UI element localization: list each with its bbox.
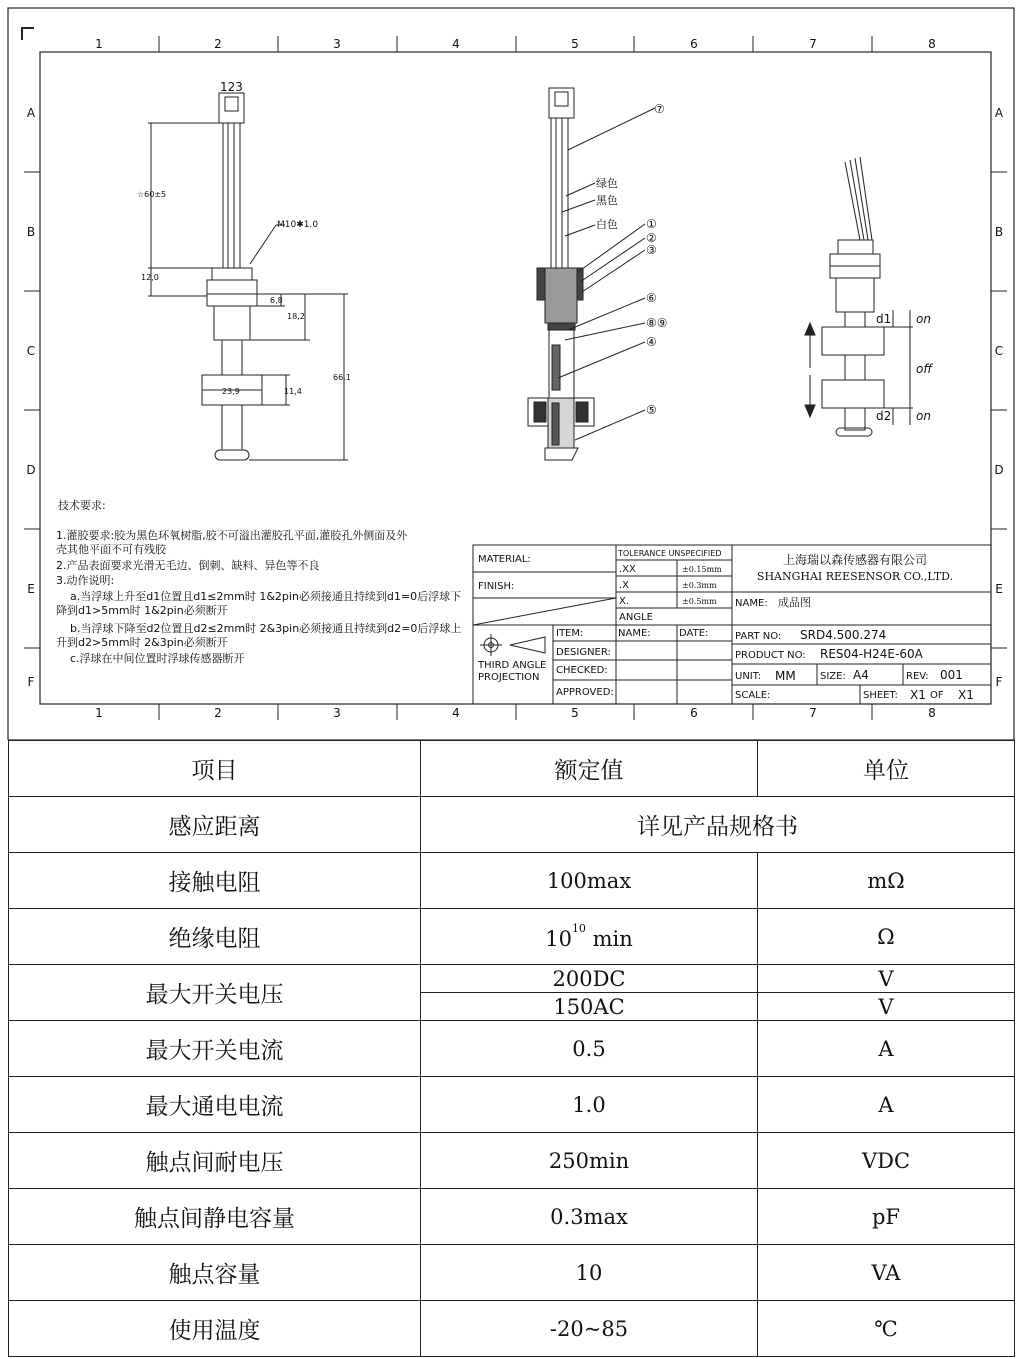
col-number: 7 — [809, 706, 817, 720]
row-letter: C — [994, 344, 1004, 358]
row-letter: A — [26, 106, 36, 120]
table-row — [9, 909, 1015, 965]
callout-2: ② — [646, 231, 657, 245]
row-value: -20~85 — [421, 1301, 758, 1357]
action-view-labels — [876, 312, 933, 423]
callout-4: ④ — [646, 335, 657, 349]
row-value: 详见产品规格书 — [421, 797, 1015, 853]
tol-xx: .XX — [619, 564, 636, 575]
row-letter: B — [26, 225, 36, 239]
dim-661: 66,1 — [333, 373, 351, 382]
row-item: 触点间静电容量 — [9, 1189, 421, 1245]
row-item: 最大开关电压 — [9, 965, 421, 1021]
projection-line2: PROJECTION — [478, 672, 540, 683]
header-item: 项目 — [9, 741, 421, 797]
table-row — [9, 1245, 1015, 1301]
row-unit: VA — [758, 1245, 1015, 1301]
col-number: 3 — [333, 37, 341, 51]
product-no-label: PRODUCT NO: — [735, 650, 806, 661]
unit-ac: V — [878, 994, 894, 1019]
tol-xx-val: ±0.15mm — [682, 565, 722, 574]
col-number: 2 — [214, 37, 222, 51]
finish-label: FINISH: — [478, 581, 515, 592]
table-row — [9, 1189, 1015, 1245]
row-unit: pF — [758, 1189, 1015, 1245]
notes-line: 3.动作说明: — [56, 574, 115, 587]
col-number: 5 — [571, 706, 579, 720]
label-d1: d1 — [876, 312, 892, 326]
col-number: 4 — [452, 706, 460, 720]
row-unit: VDC — [758, 1133, 1015, 1189]
notes-line: 升到d2>5mm时 2&3pin必须断开 — [56, 636, 228, 649]
sheet-value: X1 — [910, 688, 926, 702]
table-row — [9, 797, 1015, 853]
section-view-labels — [596, 102, 668, 417]
sheet-label: SHEET: — [863, 690, 898, 701]
row-item: 感应距离 — [9, 797, 421, 853]
scale-label: SCALE: — [735, 690, 771, 701]
table-row — [9, 1077, 1015, 1133]
tol-int: X. — [619, 596, 630, 607]
dim-239: 23,9 — [222, 387, 240, 396]
section-view — [528, 88, 655, 460]
tol-x: .X — [619, 580, 630, 591]
dim-182: 18,2 — [287, 312, 305, 321]
callout-1: ① — [646, 217, 657, 231]
row-value — [421, 909, 758, 965]
part-no-label: PART NO: — [735, 631, 782, 642]
label-off: off — [916, 362, 933, 376]
tol-int-val: ±0.5mm — [682, 597, 717, 606]
value-suffix: min — [592, 927, 633, 951]
unit-label: UNIT: — [735, 671, 762, 682]
angle-label: ANGLE — [619, 612, 653, 623]
callout-89: ⑧⑨ — [646, 316, 668, 330]
row-value: 0.3max — [421, 1189, 758, 1245]
date-col: DATE: — [679, 628, 709, 639]
row-item: 触点间耐电压 — [9, 1133, 421, 1189]
notes-line: 2.产品表面要求光滑无毛边、倒刺、缺料、异色等不良 — [56, 559, 320, 572]
row-item: 最大通电电流 — [9, 1077, 421, 1133]
col-number: 8 — [928, 706, 936, 720]
col-number: 6 — [690, 706, 698, 720]
unit-value: MM — [775, 669, 796, 683]
wire-white: 白色 — [596, 218, 618, 231]
row-letter: F — [995, 675, 1003, 689]
material-label: MATERIAL: — [478, 554, 531, 565]
wire-black: 黑色 — [596, 194, 618, 207]
row-unit: ℃ — [758, 1301, 1015, 1357]
row-value: 1.0 — [421, 1077, 758, 1133]
callout-7: ⑦ — [654, 102, 665, 116]
notes-line: c.浮球在中间位置时浮球传感器断开 — [70, 652, 245, 665]
dim-thread: M10✱1.0 — [277, 220, 319, 230]
company-cn: 上海瑞以森传感器有限公司 — [782, 553, 928, 567]
product-no: RES04-H24E-60A — [820, 647, 923, 661]
table-row — [9, 1021, 1015, 1077]
wire-green: 绿色 — [596, 177, 618, 190]
pin-label: 123 — [220, 80, 243, 94]
row-letter: F — [27, 675, 35, 689]
row-unit: mΩ — [758, 853, 1015, 909]
col-number: 2 — [214, 706, 222, 720]
callout-5: ⑤ — [646, 403, 657, 417]
row-letter: C — [26, 344, 36, 358]
value-dc: 200DC — [421, 965, 757, 993]
name-value: 成品图 — [778, 596, 811, 609]
name-label: NAME: — [735, 598, 768, 609]
row-value: 0.5 — [421, 1021, 758, 1077]
dim-68: 6,8 — [270, 296, 283, 305]
col-number: 1 — [95, 706, 103, 720]
row-value: 250min — [421, 1133, 758, 1189]
row-value: 100max — [421, 853, 758, 909]
value-ac: 150AC — [553, 994, 625, 1019]
corner-mark — [22, 28, 34, 40]
rev-value: 001 — [940, 668, 963, 682]
table-row — [9, 1301, 1015, 1357]
dim-114: 11,4 — [284, 387, 302, 396]
action-view — [805, 157, 913, 436]
col-number: 5 — [571, 37, 579, 51]
row-item: 使用温度 — [9, 1301, 421, 1357]
row-unit: A — [758, 1021, 1015, 1077]
row-value: 10 — [421, 1245, 758, 1301]
spec-table — [8, 740, 1015, 1357]
label-on-top: on — [916, 312, 931, 326]
row-letter: A — [994, 106, 1004, 120]
header-value: 额定值 — [421, 741, 758, 797]
table-row — [9, 1133, 1015, 1189]
tolerance-label: TOLERANCE UNSPECIFIED — [618, 549, 722, 558]
callout-6: ⑥ — [646, 291, 657, 305]
col-number: 8 — [928, 37, 936, 51]
notes-line: b.当浮球下降至d2位置且d2≤2mm时 2&3pin必须接通且持续到d2=0后浮球上 — [70, 622, 462, 635]
row-unit — [758, 965, 1015, 1021]
col-number: 4 — [452, 37, 460, 51]
tol-x-val: ±0.3mm — [682, 581, 717, 590]
row-letter: E — [27, 582, 35, 596]
table-row — [9, 853, 1015, 909]
row-letter: E — [995, 582, 1003, 596]
projection-line1: THIRD ANGLE — [478, 660, 547, 671]
dim-length: ☆60±5 — [137, 190, 167, 199]
row-unit: A — [758, 1077, 1015, 1133]
col-number: 6 — [690, 37, 698, 51]
row-item: 接触电阻 — [9, 853, 421, 909]
value-base: 10 — [545, 927, 572, 951]
col-number: 1 — [95, 37, 103, 51]
col-number: 3 — [333, 706, 341, 720]
size-value: A4 — [853, 668, 869, 682]
callout-3: ③ — [646, 243, 657, 257]
name-col: NAME: — [618, 628, 651, 639]
rev-label: REV: — [906, 671, 929, 682]
notes-line: 1.灌胶要求:胶为黑色环氧树脂,胶不可溢出灌胶孔平面,灌胶孔外侧面及外 — [56, 529, 408, 542]
designer-label: DESIGNER: — [556, 647, 611, 658]
table-row — [9, 965, 1015, 1021]
side-view-labels — [137, 80, 351, 396]
side-view-dimensioned — [148, 93, 348, 460]
sheet-of: OF — [930, 690, 944, 701]
row-unit: Ω — [758, 909, 1015, 965]
unit-dc: V — [758, 965, 1014, 993]
row-letter: B — [994, 225, 1004, 239]
size-label: SIZE: — [820, 671, 846, 682]
notes-line: 降到d1>5mm时 1&2pin必须断开 — [56, 604, 228, 617]
notes-title: 技术要求: — [58, 499, 106, 512]
technical-notes — [56, 498, 461, 665]
row-letter: D — [26, 463, 36, 477]
row-value — [421, 965, 758, 1021]
label-on-bottom: on — [916, 409, 931, 423]
col-number: 7 — [809, 37, 817, 51]
item-col: ITEM: — [556, 628, 584, 639]
sheet-total: X1 — [958, 688, 974, 702]
table-header-row — [9, 741, 1015, 797]
value-exponent: 10 — [571, 922, 586, 935]
checked-label: CHECKED: — [556, 665, 608, 676]
notes-line: 壳其他平面不可有残胶 — [56, 543, 166, 556]
notes-line: a.当浮球上升至d1位置且d1≤2mm时 1&2pin必须接通且持续到d1=0后浮球下 — [70, 590, 462, 603]
approved-label: APPROVED: — [556, 687, 614, 698]
row-item: 触点容量 — [9, 1245, 421, 1301]
row-letter: D — [994, 463, 1004, 477]
header-unit: 单位 — [758, 741, 1015, 797]
row-item: 最大开关电流 — [9, 1021, 421, 1077]
part-no: SRD4.500.274 — [800, 628, 887, 642]
company-en: SHANGHAI REESENSOR CO.,LTD. — [756, 570, 954, 583]
row-item: 绝缘电阻 — [9, 909, 421, 965]
dim-12: 12,0 — [141, 273, 159, 282]
label-d2: d2 — [876, 409, 892, 423]
